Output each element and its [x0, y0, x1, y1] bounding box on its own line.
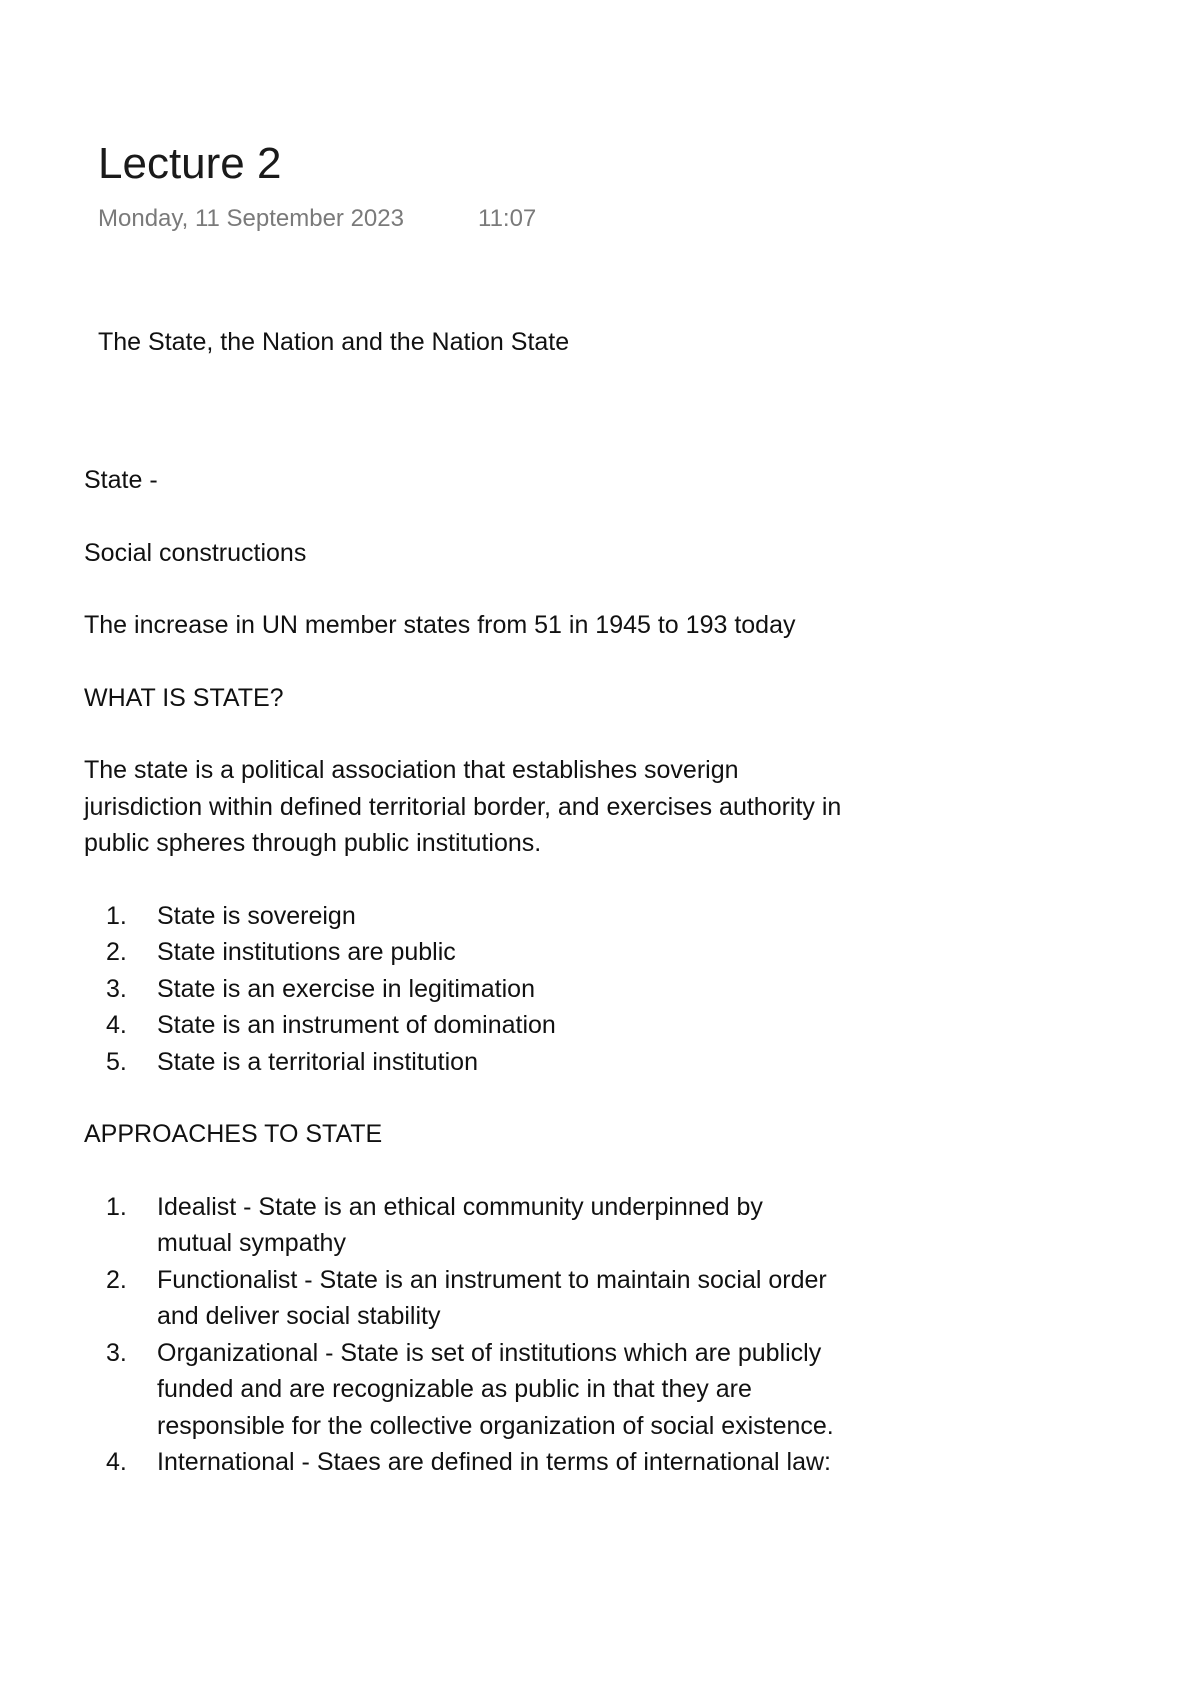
un-increase-line: The increase in UN member states from 51 in 1945 to 193 today — [84, 611, 796, 639]
list-item — [84, 1444, 844, 1481]
page-time: 11:07 — [478, 205, 537, 232]
list-number: 1. — [106, 901, 127, 930]
state-label: State - — [84, 466, 158, 494]
page-date: Monday, 11 September 2023 — [98, 205, 404, 232]
list-number: 4. — [106, 1011, 127, 1039]
list-item — [84, 1189, 844, 1262]
list-item — [84, 1335, 844, 1445]
list-number: 3. — [106, 974, 127, 1003]
approaches-heading: APPROACHES TO STATE — [84, 1120, 383, 1148]
list-number: 3. — [106, 1338, 127, 1367]
list-item-text: Idealist - State is an ethical community underpinned by mutual sympathy — [157, 1192, 763, 1257]
list-number: 1. — [106, 1192, 127, 1221]
social-constructions-line: Social constructions — [84, 538, 307, 567]
list-item-text: State is an exercise in legitimation — [157, 974, 535, 1003]
list-number: 2. — [106, 938, 127, 966]
list-item — [84, 1044, 844, 1081]
list-item — [84, 1262, 844, 1335]
list-item-text: State is a territorial institution — [157, 1047, 478, 1076]
list-item-text: State institutions are public — [157, 938, 456, 966]
list-number: 5. — [106, 1047, 127, 1076]
list-item — [84, 898, 844, 935]
list-number: 2. — [106, 1265, 127, 1294]
list-item — [84, 1007, 844, 1044]
list-item-text: International - Staes are defined in terms of international law: — [157, 1448, 831, 1476]
page-title: Lecture 2 — [98, 139, 282, 188]
state-definition: The state is a political association that establishes soverign jurisdiction within defined territorial border, and exercises authority in public spheres through public institutions. — [84, 756, 842, 857]
list-item-text: Functionalist - State is an instrument to maintain social order and deliver social stability — [157, 1265, 827, 1330]
list-item — [84, 934, 844, 971]
page-subtitle: The State, the Nation and the Nation State — [98, 328, 570, 356]
state-features-list — [84, 898, 844, 1081]
list-number: 4. — [106, 1448, 127, 1476]
what-is-state-heading: WHAT IS STATE? — [84, 683, 284, 712]
note-body — [84, 462, 844, 1517]
list-item-text: Organizational - State is set of institutions which are publicly funded and are recognizable as public in that they are responsible for the collective organization of social existence. — [157, 1338, 834, 1440]
list-item-text: State is an instrument of domination — [157, 1011, 556, 1039]
approaches-list — [84, 1189, 844, 1481]
list-item — [84, 971, 844, 1008]
list-item-text: State is sovereign — [157, 901, 356, 930]
